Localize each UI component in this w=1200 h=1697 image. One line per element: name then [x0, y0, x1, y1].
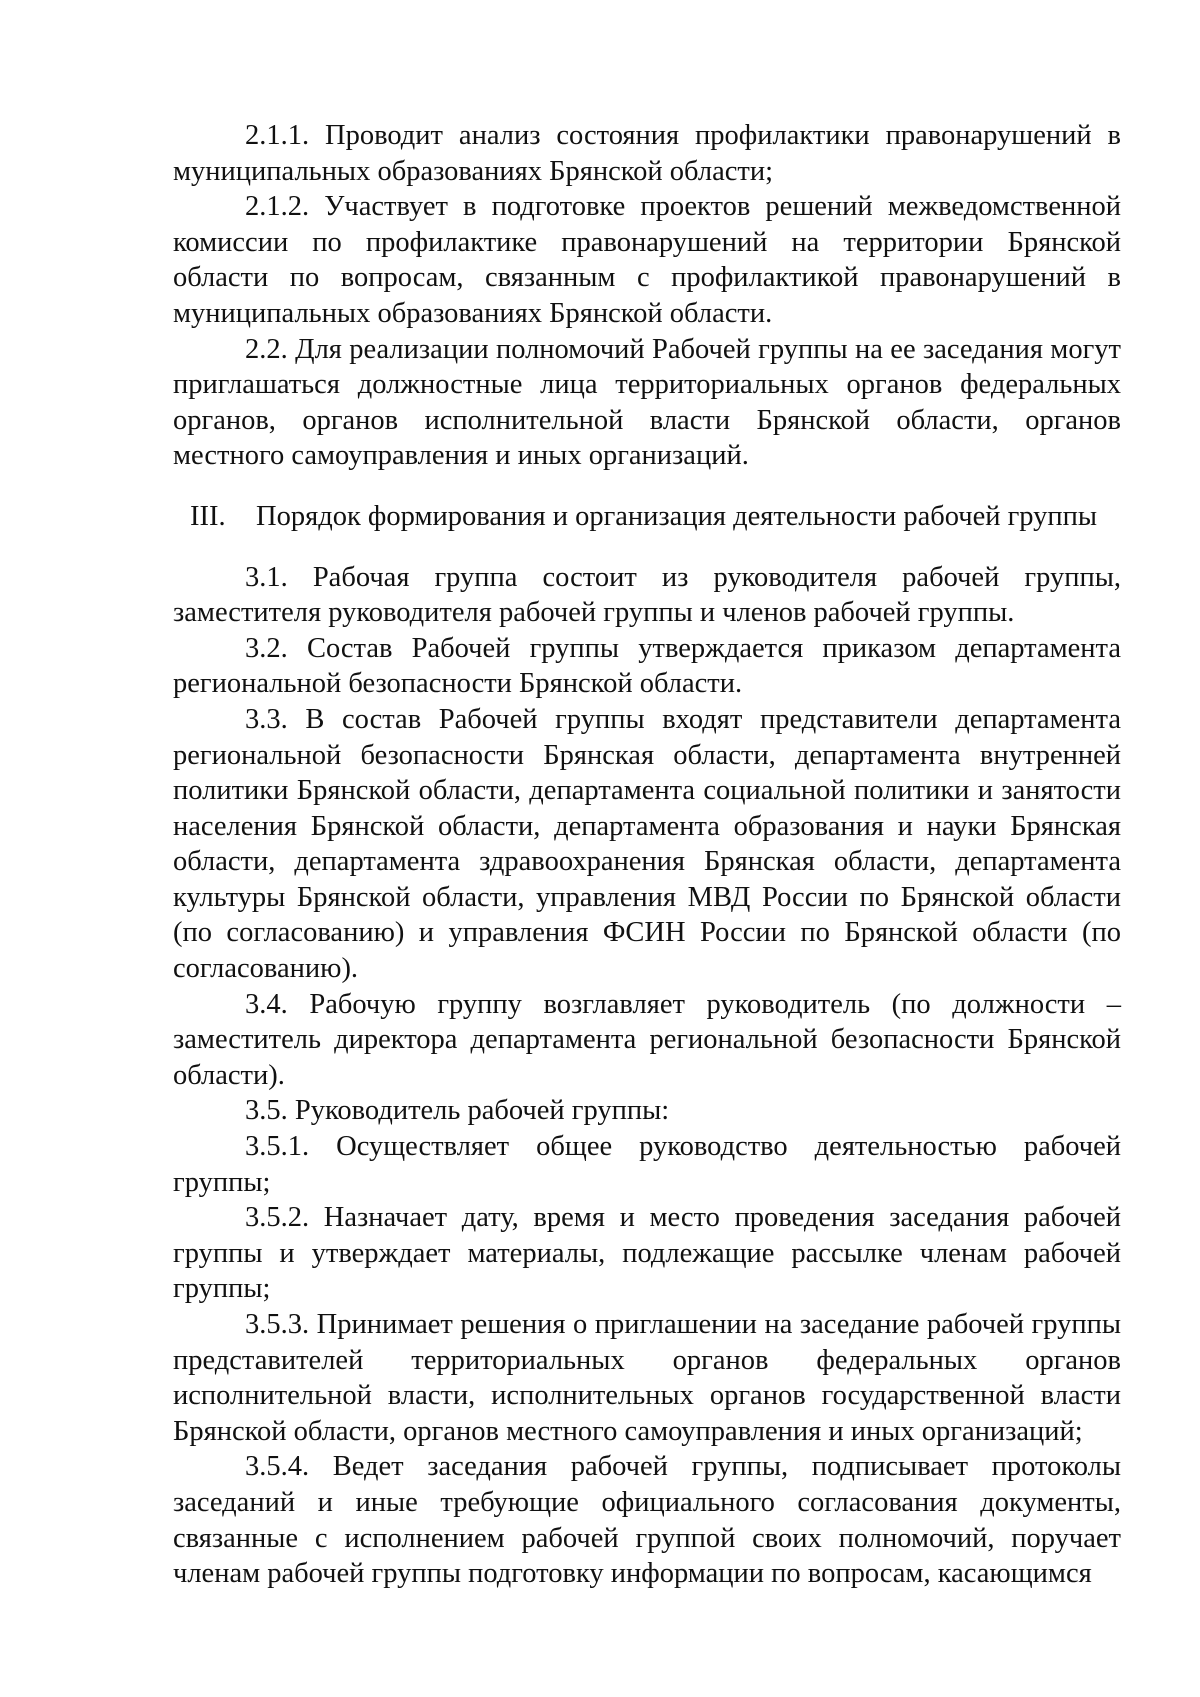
paragraph-3-5-3: 3.5.3. Принимает решения о приглашении на заседание рабочей группы представителей территориальных органов федеральных органов исполнительной власти, исполнительных органов государственной власти Брянской области, органов местного самоуправления и иных организаций; [173, 1309, 1121, 1447]
paragraph-3-5: 3.5. Руководитель рабочей группы: [245, 1095, 670, 1127]
paragraph-3-4: 3.4. Рабочую группу возглавляет руководитель (по должности – заместитель директора департамента региональной безопасности Брянской области). [173, 988, 1121, 1091]
paragraph-2-1-2: 2.1.2. Участвует в подготовке проектов решений межведомственной комиссии по профилактике правонарушений на территории Брянской области по вопросам, связанным с профилактикой правонарушений в муниципальных образованиях Брянской области. [173, 191, 1121, 329]
section-title: Порядок формирования и организация деятельности рабочей группы [256, 500, 1098, 532]
section-heading [173, 499, 1121, 535]
section-number: III. [190, 500, 226, 532]
paragraph-3-5-4: 3.5.4. Ведет заседания рабочей группы, подписывает протоколы заседаний и иные требующие официального согласования документы, связанные с исполнением рабочей группой своих полномочий, поручает членам рабочей группы подготовку информации по вопросам, касающимся [173, 1451, 1121, 1590]
paragraph-3-5-1: 3.5.1. Осуществляет общее руководство деятельностью рабочей группы; [173, 1131, 1121, 1198]
document-body [173, 118, 1121, 1592]
paragraph-2-1-1: 2.1.1. Проводит анализ состояния профилактики правонарушений в муниципальных образованиях Брянской области; [173, 120, 1121, 187]
paragraph-3-3: 3.3. В состав Рабочей группы входят представители департамента региональной безопасности Брянская области, департамента внутренней политики Брянской области, департамента социальной политики и занятости населения Брянской области, департамента образования и науки Брянская области, департамента здравоохранения Брянская области, департамента культуры Брянской области, управления МВД России по Брянской области (по согласованию) и управления ФСИН России по Брянской области (по согласованию). [173, 703, 1121, 985]
paragraph-3-5-2: 3.5.2. Назначает дату, время и место проведения заседания рабочей группы и утверждает материалы, подлежащие рассылке членам рабочей группы; [173, 1202, 1121, 1305]
paragraph-2-2: 2.2. Для реализации полномочий Рабочей группы на ее заседания могут приглашаться должностные лица территориальных органов федеральных органов, органов исполнительной власти Брянской области, органов местного самоуправления и иных организаций. [173, 333, 1121, 472]
paragraph-3-1: 3.1. Рабочая группа состоит из руководителя рабочей группы, заместителя руководителя рабочей группы и членов рабочей группы. [173, 561, 1121, 629]
paragraph-3-2: 3.2. Состав Рабочей группы утверждается приказом департамента региональной безопасности Брянской области. [173, 632, 1121, 700]
